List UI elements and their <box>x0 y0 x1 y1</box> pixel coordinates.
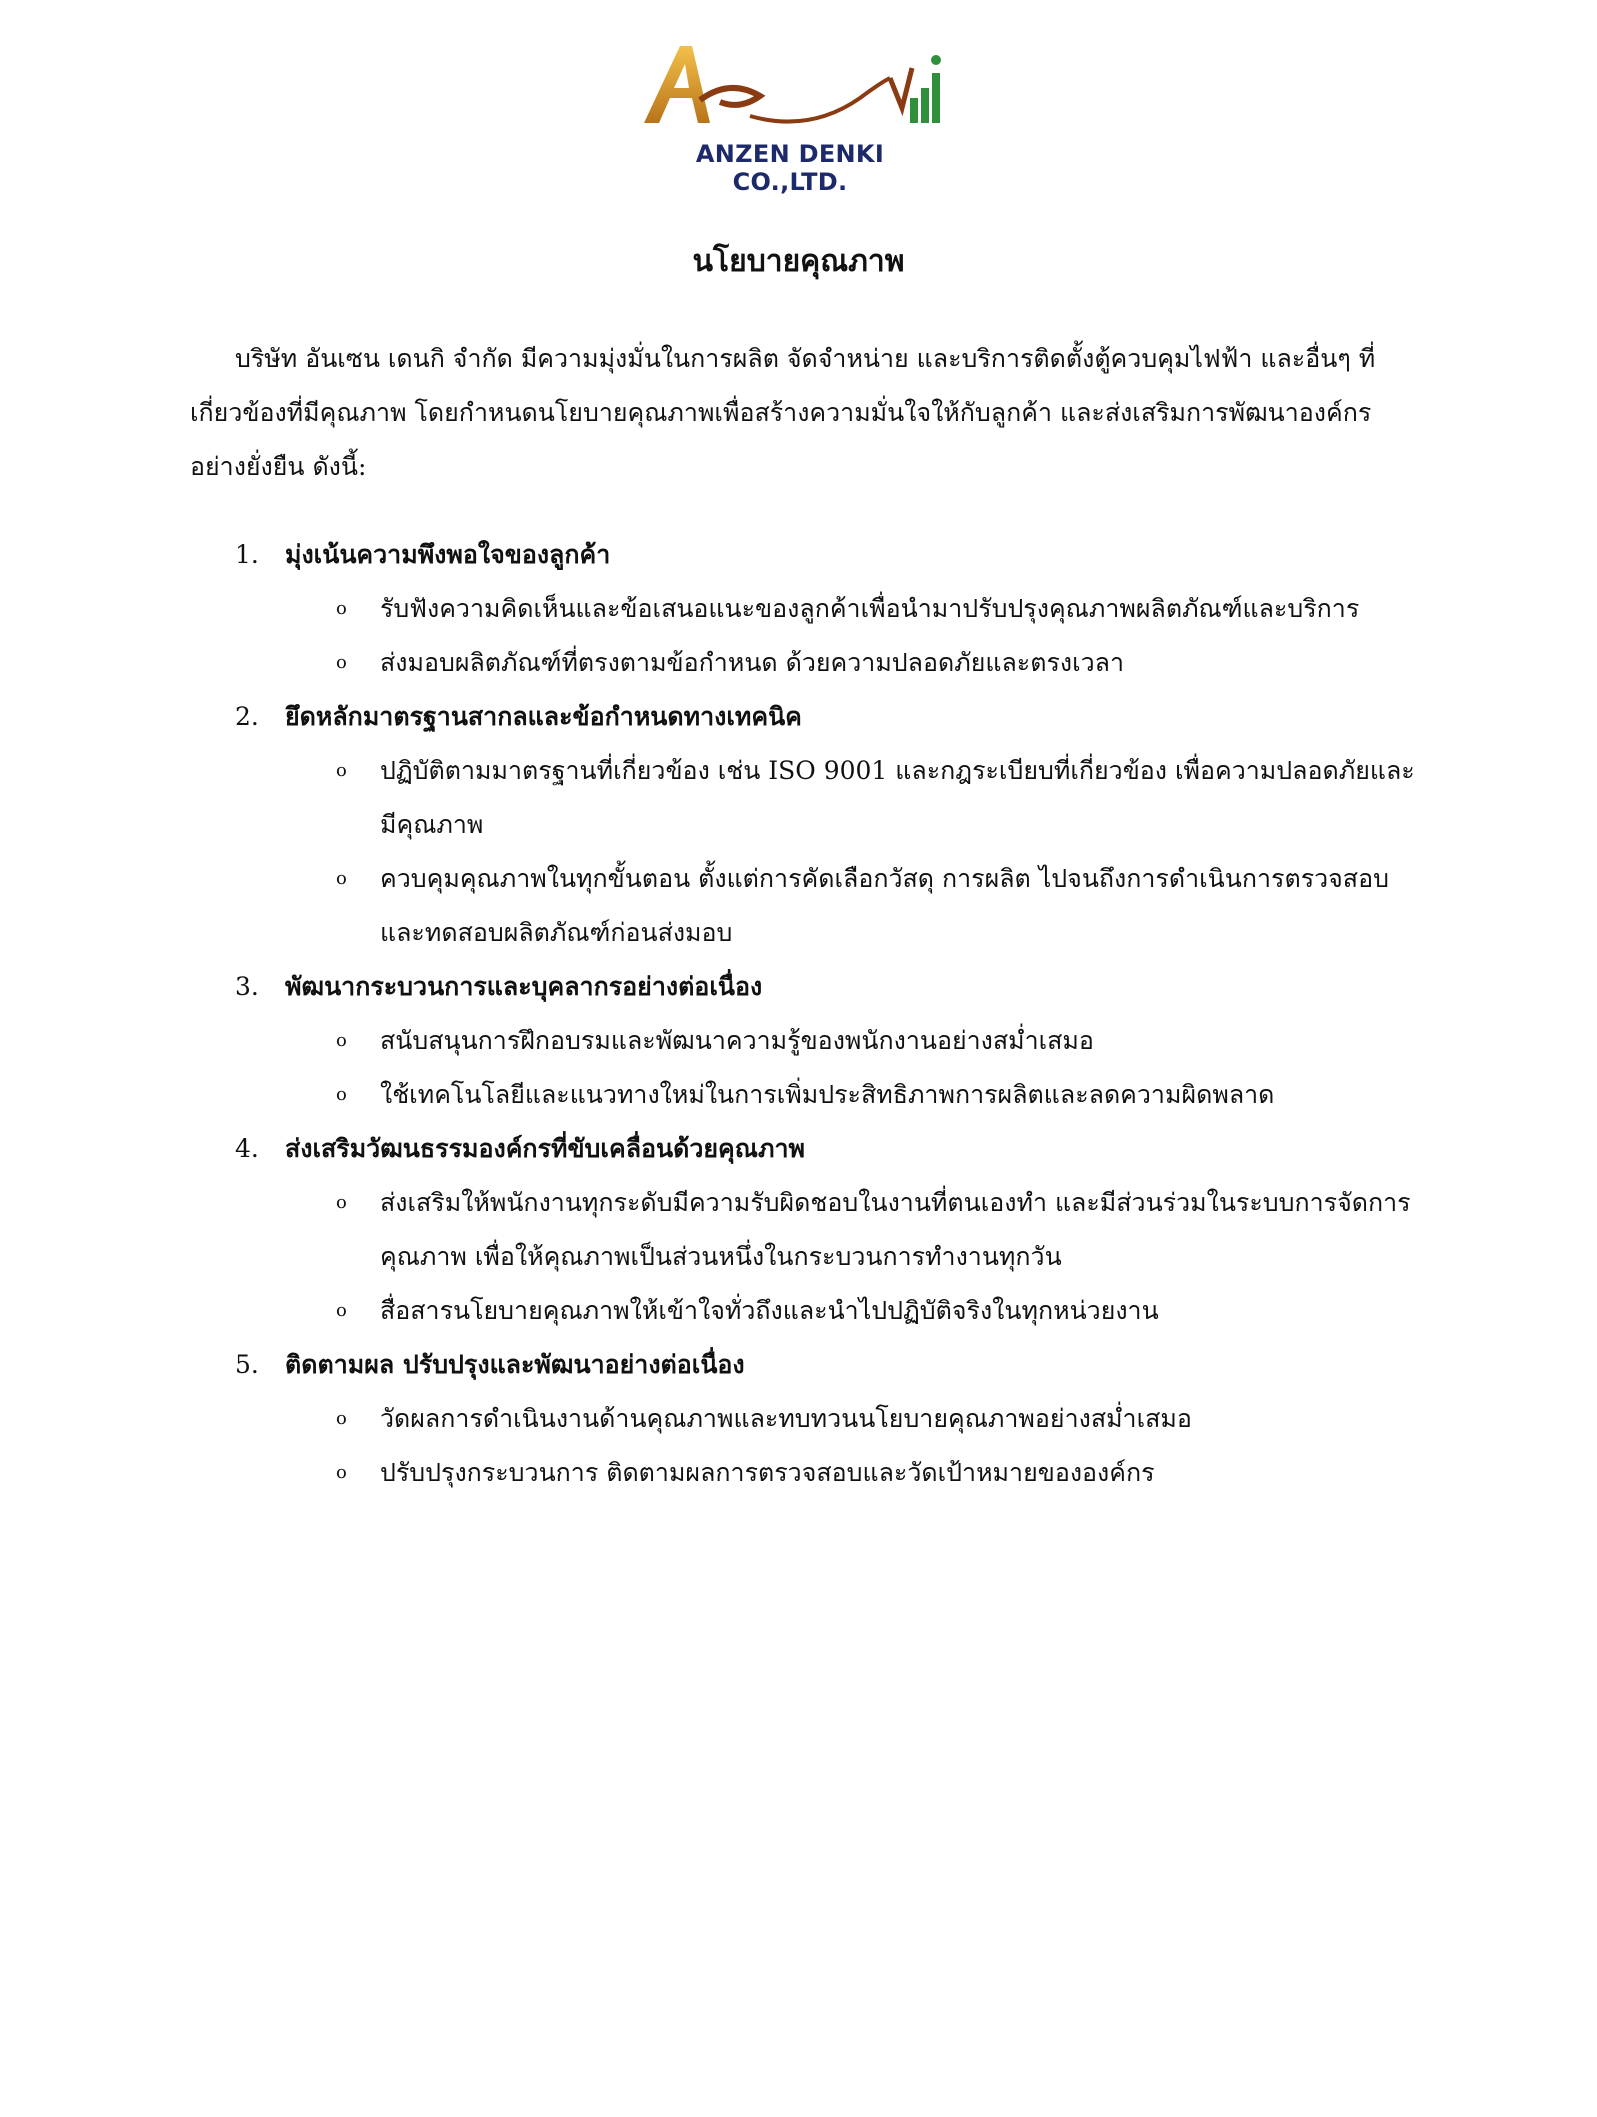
policy-heading-text: มุ่งเน้นความพึงพอใจของลูกค้า <box>285 540 611 569</box>
policy-sub-list <box>190 582 1420 690</box>
policy-sub-item <box>190 1392 1420 1446</box>
policy-heading <box>190 690 1420 744</box>
policy-sub-list <box>190 744 1420 960</box>
policy-sub-item <box>190 582 1420 636</box>
policy-heading <box>190 1338 1420 1392</box>
policy-sub-list <box>190 1176 1420 1338</box>
policy-sub-text: ใช้เทคโนโลยีและแนวทางใหม่ในการเพิ่มประสิทธิภาพการผลิตและลดความผิดพลาด <box>380 1080 1275 1109</box>
logo-bar-3 <box>932 73 940 123</box>
policy-sub-item <box>190 1176 1420 1284</box>
bullet-icon: o <box>336 1084 347 1105</box>
logo-bar-1 <box>910 98 918 123</box>
logo-bar-2 <box>921 88 929 123</box>
bullet-icon: o <box>336 1462 347 1483</box>
bullet-icon: o <box>336 1030 347 1051</box>
policy-number: 5. <box>235 1350 259 1379</box>
policy-heading-text: ติดตามผล ปรับปรุงและพัฒนาอย่างต่อเนื่อง <box>285 1350 745 1379</box>
policy-item <box>190 1122 1420 1338</box>
bullet-icon: o <box>336 652 347 673</box>
intro-paragraph <box>190 332 1390 494</box>
policy-item <box>190 528 1420 690</box>
policy-number: 4. <box>235 1134 259 1163</box>
policy-sub-text: ส่งมอบผลิตภัณฑ์ที่ตรงตามข้อกำหนด ด้วยความปลอดภัยและตรงเวลา <box>380 648 1125 677</box>
policy-heading-text: พัฒนากระบวนการและบุคลากรอย่างต่อเนื่อง <box>285 972 763 1001</box>
logo-underline <box>750 78 890 122</box>
bullet-icon: o <box>336 1300 347 1321</box>
policy-item <box>190 1338 1420 1500</box>
policy-item <box>190 960 1420 1122</box>
policy-number: 1. <box>235 540 259 569</box>
logo-letter-a <box>644 46 710 123</box>
policy-sub-list <box>190 1014 1420 1122</box>
policy-sub-text: ปรับปรุงกระบวนการ ติดตามผลการตรวจสอบและวัดเป้าหมายขององค์กร <box>380 1458 1155 1487</box>
policy-sub-item <box>190 1446 1420 1500</box>
policy-number: 3. <box>235 972 259 1001</box>
policy-sub-text: วัดผลการดำเนินงานด้านคุณภาพและทบทวนนโยบายคุณภาพอย่างสม่ำเสมอ <box>380 1404 1192 1433</box>
bullet-icon: o <box>336 1192 347 1213</box>
policy-sub-item <box>190 744 1420 852</box>
logo-graphic <box>640 38 970 148</box>
policy-sub-text: ควบคุมคุณภาพในทุกขั้นตอน ตั้งแต่การคัดเลือกวัสดุ การผลิต ไปจนถึงการดำเนินการตรวจสอบและทดสอบผลิตภัณฑ์ก่อนส่งมอบ <box>380 864 1389 947</box>
policy-heading <box>190 960 1420 1014</box>
policy-heading <box>190 528 1420 582</box>
policy-sub-item <box>190 1014 1420 1068</box>
policy-sub-item <box>190 852 1420 960</box>
logo-check <box>890 68 912 108</box>
bullet-icon: o <box>336 760 347 781</box>
bullet-icon: o <box>336 1408 347 1429</box>
bullet-icon: o <box>336 598 347 619</box>
policy-sub-text: สื่อสารนโยบายคุณภาพให้เข้าใจทั่วถึงและนำไปปฏิบัติจริงในทุกหน่วยงาน <box>380 1296 1159 1325</box>
intro-text: บริษัท อันเซน เดนกิ จำกัด มีความมุ่งมั่นในการผลิต จัดจำหน่าย และบริการติดตั้งตู้ควบคุมไฟฟ้า และอื่นๆ ที่เกี่ยวข้องที่มีคุณภาพ โดยกำหนดนโยบายคุณภาพเพื่อสร้างความมั่นใจให้กับลูกค้า และส่งเสริมการพัฒนาองค์กรอย่างยั่งยืน ดังนี้: <box>190 344 1376 481</box>
policy-sub-text: ส่งเสริมให้พนักงานทุกระดับมีความรับผิดชอบในงานที่ตนเองทำ และมีส่วนร่วมในระบบการจัดการคุณภาพ เพื่อให้คุณภาพเป็นส่วนหนึ่งในกระบวนการทำงานทุกวัน <box>380 1188 1411 1271</box>
policy-heading <box>190 1122 1420 1176</box>
page-title: นโยบายคุณภาพ <box>692 244 905 279</box>
policy-heading-text: ยึดหลักมาตรฐานสากลและข้อกำหนดทางเทคนิค <box>285 702 802 731</box>
policy-sub-list <box>190 1392 1420 1500</box>
policy-sub-text: รับฟังความคิดเห็นและข้อเสนอแนะของลูกค้าเพื่อนำมาปรับปรุงคุณภาพผลิตภัณฑ์และบริการ <box>380 594 1360 623</box>
policy-sub-text: สนับสนุนการฝึกอบรมและพัฒนาความรู้ของพนักงานอย่างสม่ำเสมอ <box>380 1026 1094 1055</box>
policy-sub-item <box>190 1068 1420 1122</box>
policy-sub-item <box>190 636 1420 690</box>
policy-sub-item <box>190 1284 1420 1338</box>
policy-number: 2. <box>235 702 259 731</box>
logo-swoosh <box>700 88 760 105</box>
policy-list <box>190 528 1420 1500</box>
company-name: ANZEN DENKI CO.,LTD. <box>695 140 885 196</box>
bullet-icon: o <box>336 868 347 889</box>
policy-heading-text: ส่งเสริมวัฒนธรรมองค์กรที่ขับเคลื่อนด้วยคุณภาพ <box>285 1134 805 1163</box>
policy-item <box>190 690 1420 960</box>
policy-sub-text: ปฏิบัติตามมาตรฐานที่เกี่ยวข้อง เช่น ISO 9001 และกฎระเบียบที่เกี่ยวข้อง เพื่อความปลอดภัยและมีคุณภาพ <box>380 756 1415 839</box>
logo-dot <box>931 55 941 65</box>
